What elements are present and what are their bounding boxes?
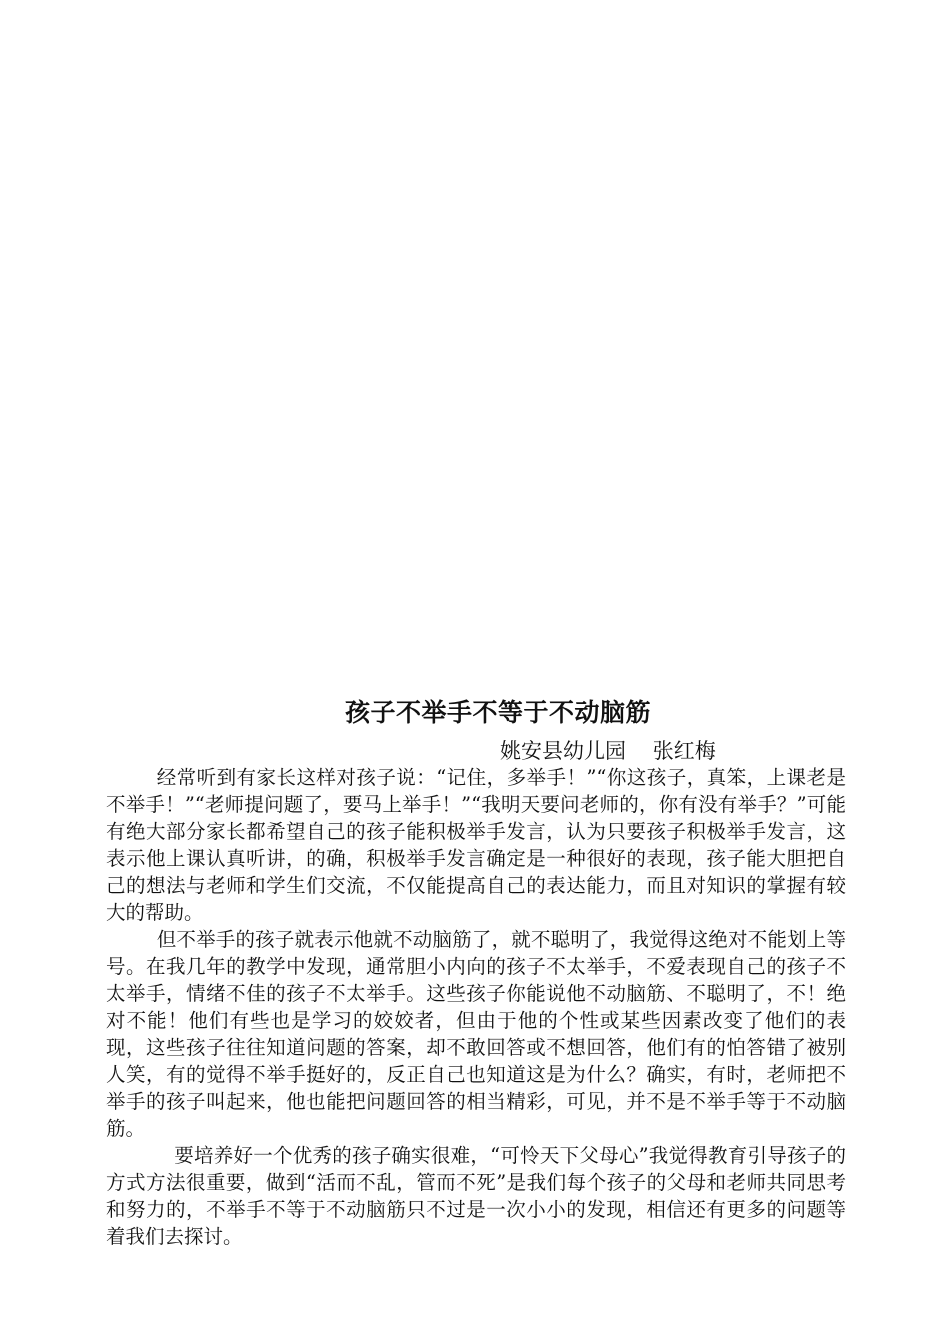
author-byline: 姚安县幼儿园 张红梅 [500,739,716,763]
paragraph: 但不举手的孩子就表示他就不动脑筋了，就不聪明了，我觉得这绝对不能划上等号。在我几年的教学中发现，通常胆小内向的孩子不太举手，不爱表现自己的孩子不太举手，情绪不佳的孩子不太举手。这些孩子你能说他不动脑筋、不聪明了，不！绝对不能！他们有些也是学习的姣姣者，但由于他的个性或某些因素改变了他们的表现，这些孩子往往知道问题的答案，却不敢回答或不想回答，他们有的怕答错了被别人笑，有的觉得不举手挺好的，反正自己也知道这是为什么？确实，有时，老师把不举手的孩子叫起来，他也能把问题回答的相当精彩，可见，并不是不举手等于不动脑筋。 [106,928,846,1140]
paragraph: 要培养好一个优秀的孩子确实很难，“可怜天下父母心”我觉得教育引导孩子的方式方法很重要，做到“活而不乱，管而不死”是我们每个孩子的父母和老师共同思考和努力的，不举手不等于不动脑筋只不过是一次小小的发现，相信还有更多的问题等着我们去探讨。 [106,1144,846,1248]
paragraph: 经常听到有家长这样对孩子说：“记住，多举手！”“你这孩子，真笨，上课老是不举手！”“老师提问题了，要马上举手！”“我明天要问老师的，你有没有举手？”可能有绝大部分家长都希望自己的孩子能积极举手发言，认为只要孩子积极举手发言，这表示他上课认真听讲，的确，积极举手发言确定是一种很好的表现，孩子能大胆把自己的想法与老师和学生们交流，不仅能提高自己的表达能力，而且对知识的掌握有较大的帮助。 [106,766,846,924]
article-body [106,764,846,1250]
article-title: 孩子不举手不等于不动脑筋 [344,698,651,727]
